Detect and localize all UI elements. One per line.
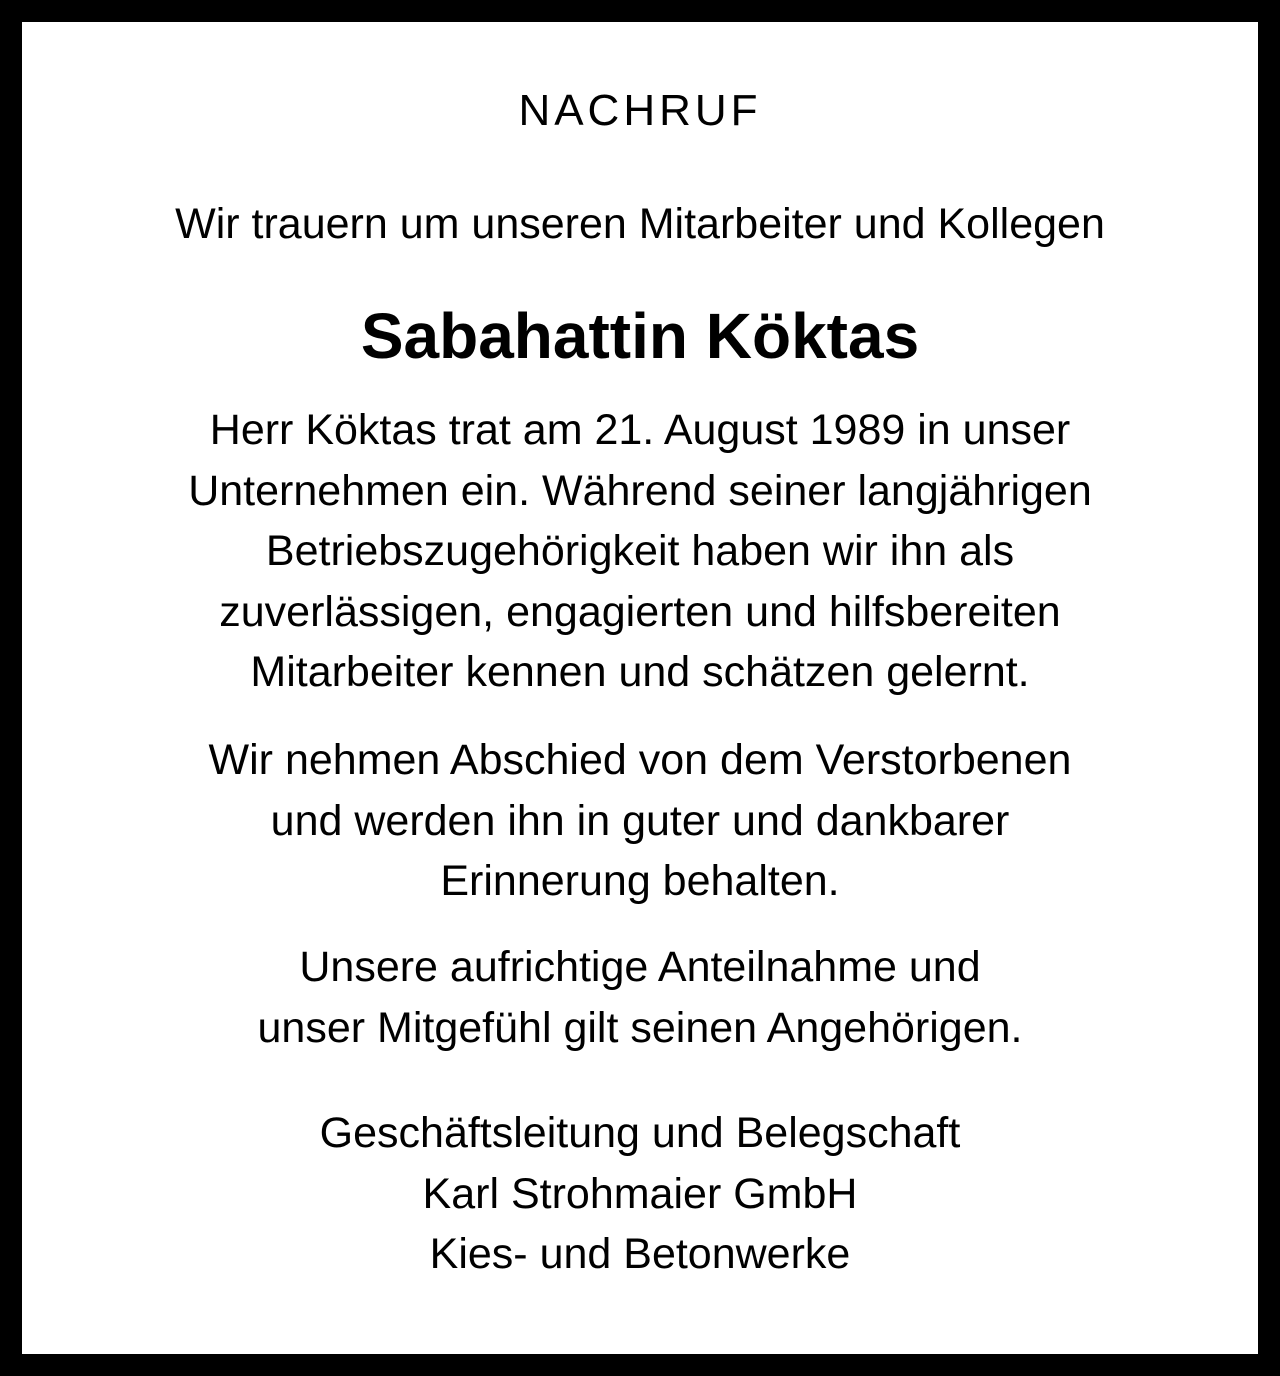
farewell-paragraph — [22, 730, 1258, 912]
notice-heading: NACHRUF — [518, 86, 762, 135]
text-line: Wir nehmen Abschied von dem Verstorbenen — [208, 736, 1072, 784]
text-line: Herr Köktas trat am 21. August 1989 in unser — [209, 406, 1071, 454]
text-line: und werden ihn in guter und dankbarer — [270, 796, 1010, 845]
obituary-notice — [22, 22, 1258, 1354]
signature-line: Geschäftsleitung und Belegschaft — [319, 1109, 961, 1157]
signature-block — [22, 1103, 1258, 1285]
text-line: Betriebszugehörigkeit haben wir ihn als — [265, 527, 1015, 575]
deceased-name: Sabahattin Köktas — [360, 300, 920, 372]
biography-paragraph — [22, 400, 1258, 703]
text-line: zuverlässigen, engagierten und hilfsbereiten — [219, 587, 1061, 636]
text-line: Erinnerung behalten. — [440, 857, 840, 905]
condolence-paragraph — [22, 937, 1258, 1058]
company-division: Kies- und Betonwerke — [429, 1230, 851, 1278]
text-line: Unsere aufrichtige Anteilnahme und — [299, 943, 981, 991]
company-name: Karl Strohmaier GmbH — [422, 1169, 858, 1218]
text-line: unser Mitgefühl gilt seinen Angehörigen. — [257, 1003, 1023, 1052]
intro-line: Wir trauern um unseren Mitarbeiter und Kollegen — [175, 200, 1105, 248]
text-line: Unternehmen ein. Während seiner langjährigen — [188, 466, 1092, 515]
text-line: Mitarbeiter kennen und schätzen gelernt. — [250, 648, 1030, 696]
